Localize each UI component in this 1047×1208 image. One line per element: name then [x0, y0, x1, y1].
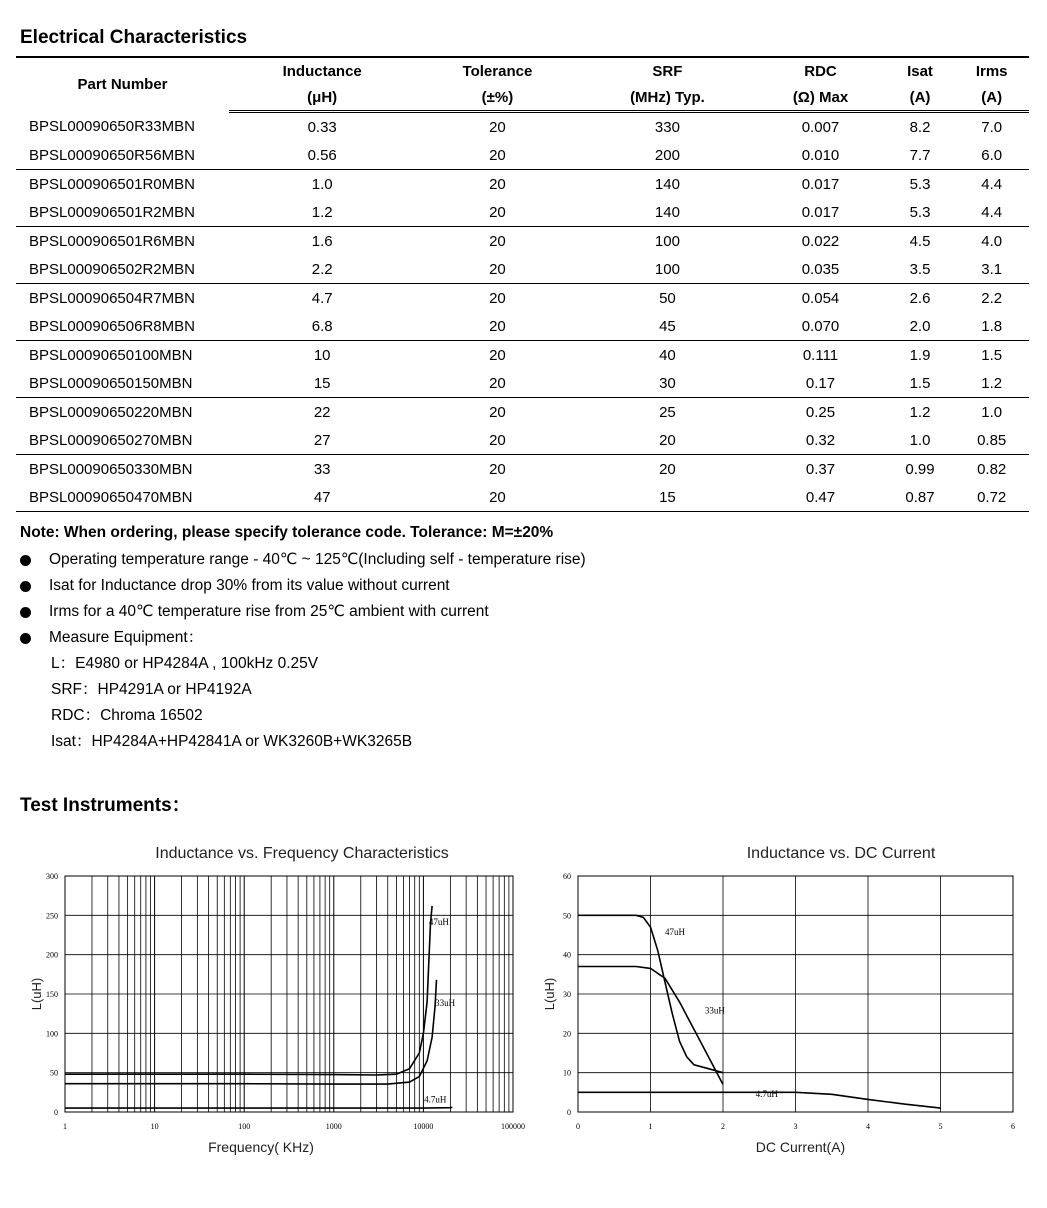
- cell-part-number: BPSL00090650220MBN: [29, 403, 193, 421]
- cell-srf: 20: [580, 426, 756, 455]
- section-title: Electrical Characteristics: [20, 27, 248, 48]
- x-axis-label: Frequency( KHz): [208, 1139, 314, 1155]
- cell-isat: 3.5: [886, 255, 955, 284]
- series-label: 4.7uH: [755, 1089, 778, 1100]
- cell-irms: 0.85: [954, 426, 1029, 455]
- cell-part-number: BPSL00090650270MBN: [16, 426, 229, 455]
- table-row: [16, 141, 1029, 170]
- cell-srf: 140: [654, 175, 680, 193]
- test-instruments-title: Test Instruments：: [20, 795, 191, 816]
- series-label: 47uH: [665, 927, 685, 937]
- equipment-item: Isat：HP4284A+HP42841A or WK3260B+WK3265B: [51, 733, 413, 750]
- cell-tolerance: 20: [415, 198, 579, 227]
- y-tick-label: 200: [46, 950, 58, 960]
- cell-srf: 25: [659, 403, 676, 421]
- cell-part-number: BPSL000906502R2MBN: [16, 255, 229, 284]
- table-row: [16, 426, 1029, 455]
- equipment-item: L：E4980 or HP4284A , 100kHz 0.25V: [51, 655, 319, 672]
- series-label: 47uH: [428, 916, 449, 927]
- y-tick-label: 50: [50, 1068, 58, 1078]
- cell-rdc: 0.035: [755, 255, 885, 284]
- cell-irms: 4.4: [981, 175, 1003, 193]
- inductance-vs-frequency-chart: [10, 838, 530, 1168]
- bullet-text: Isat for Inductance drop 30% from its value without current: [49, 577, 450, 594]
- cell-rdc: 0.054: [801, 289, 840, 307]
- cell-isat: 5.3: [886, 198, 955, 227]
- x-tick-label: 1000: [325, 1122, 342, 1131]
- cell-part-number: BPSL00090650R56MBN: [16, 141, 229, 170]
- bullet-item: [20, 599, 586, 625]
- table-row: [16, 255, 1029, 284]
- equipment-list: [51, 651, 412, 755]
- cell-srf: 330: [654, 118, 680, 136]
- cell-tolerance: 20: [415, 483, 579, 512]
- table-row: [16, 227, 1029, 256]
- col-unit-inductance: (μH): [229, 84, 415, 112]
- cell-srf: 200: [580, 141, 756, 170]
- cell-part-number: BPSL00090650470MBN: [16, 483, 229, 512]
- col-unit-isat: (A): [886, 84, 955, 112]
- cell-inductance: 10: [313, 346, 331, 364]
- y-tick-label: 100: [46, 1029, 58, 1039]
- cell-srf: 45: [580, 312, 756, 341]
- cell-srf: 100: [580, 255, 756, 284]
- cell-part-number: BPSL000906501R6MBN: [29, 232, 195, 250]
- cell-rdc: 0.17: [755, 369, 885, 398]
- col-header-part-number: Part Number: [16, 57, 229, 112]
- cell-inductance: 15: [229, 369, 415, 398]
- cell-inductance: 2.2: [229, 255, 415, 284]
- y-tick-label: 30: [563, 990, 571, 999]
- cell-tolerance: 20: [489, 289, 506, 307]
- x-tick-label: 10: [150, 1122, 159, 1131]
- col-header-isat: Isat: [886, 57, 955, 84]
- cell-tolerance: 20: [489, 460, 506, 478]
- table-row: [16, 284, 1029, 313]
- cell-inductance: 47: [229, 483, 415, 512]
- x-tick-label: 5: [938, 1122, 943, 1131]
- x-tick-label: 4: [866, 1122, 870, 1131]
- cell-tolerance: 20: [415, 141, 579, 170]
- table-row: [16, 198, 1029, 227]
- cell-isat: 4.5: [909, 232, 931, 250]
- series-line-47uH: [65, 906, 432, 1075]
- x-axis-label: DC Current(A): [755, 1139, 846, 1155]
- table-row: [16, 455, 1029, 484]
- x-tick-label: 0: [576, 1122, 580, 1131]
- cell-irms: 4.4: [954, 198, 1029, 227]
- y-axis-label: L(uH): [542, 977, 557, 1011]
- x-tick-label: 100: [238, 1122, 251, 1131]
- cell-isat: 1.0: [886, 426, 955, 455]
- cell-part-number: BPSL000906501R0MBN: [29, 175, 195, 193]
- cell-irms: 0.82: [977, 460, 1007, 478]
- table-row: [16, 483, 1029, 512]
- cell-irms: 2.2: [981, 289, 1003, 307]
- cell-isat: 2.0: [886, 312, 955, 341]
- cell-srf: 15: [580, 483, 756, 512]
- bullet-dot-icon: [20, 555, 31, 566]
- y-tick-label: 300: [46, 872, 58, 881]
- y-tick-label: 50: [563, 911, 571, 921]
- series-line-4-7uH: [65, 1107, 452, 1108]
- cell-irms: 1.0: [981, 403, 1003, 421]
- cell-rdc: 0.022: [801, 232, 840, 250]
- bullet-list: [20, 547, 586, 651]
- series-label: 4.7uH: [424, 1094, 447, 1105]
- y-axis-label: L(uH): [29, 977, 44, 1011]
- cell-isat: 0.99: [905, 460, 935, 478]
- col-unit-tolerance: (±%): [415, 84, 579, 112]
- col-header-rdc: RDC: [755, 57, 885, 84]
- table-row: [16, 398, 1029, 427]
- cell-rdc: 0.25: [805, 403, 836, 421]
- cell-tolerance: 20: [489, 118, 506, 136]
- bullet-dot-icon: [20, 581, 31, 592]
- cell-srf: 50: [659, 289, 676, 307]
- bullet-text: Operating temperature range - 40℃ ~ 125℃(Including self - temperature rise): [49, 551, 586, 568]
- cell-inductance: 6.8: [229, 312, 415, 341]
- cell-irms: 7.0: [981, 118, 1003, 136]
- bullet-dot-icon: [20, 607, 31, 618]
- cell-inductance: 1.0: [311, 175, 333, 193]
- cell-irms: 1.8: [954, 312, 1029, 341]
- x-tick-label: 1: [63, 1122, 67, 1131]
- series-label: 33uH: [435, 997, 456, 1008]
- y-tick-label: 150: [46, 990, 58, 999]
- cell-isat: 1.9: [909, 346, 931, 364]
- col-header-inductance: Inductance: [229, 57, 415, 84]
- cell-tolerance: 20: [415, 312, 579, 341]
- cell-rdc: 0.017: [755, 198, 885, 227]
- y-tick-label: 10: [563, 1068, 571, 1078]
- cell-irms: 3.1: [954, 255, 1029, 284]
- cell-inductance: 27: [229, 426, 415, 455]
- x-tick-label: 10000: [413, 1122, 434, 1131]
- cell-tolerance: 20: [489, 175, 506, 193]
- cell-rdc: 0.017: [801, 175, 840, 193]
- cell-tolerance: 20: [415, 426, 579, 455]
- cell-part-number: BPSL00090650R33MBN: [29, 117, 195, 135]
- cell-tolerance: 20: [415, 255, 579, 284]
- col-unit-srf: (MHz) Typ.: [580, 84, 756, 112]
- inductance-vs-dc-current-chart: [535, 838, 1035, 1168]
- ordering-note: Note: When ordering, please specify tolerance code. Tolerance: M=±20%: [20, 524, 554, 541]
- cell-isat: 8.2: [909, 118, 931, 136]
- cell-srf: 30: [580, 369, 756, 398]
- cell-srf: 40: [659, 346, 676, 364]
- y-tick-label: 250: [46, 911, 58, 921]
- y-tick-label: 60: [563, 872, 571, 881]
- cell-irms: 0.72: [954, 483, 1029, 512]
- chart-title: Inductance vs. Frequency Characteristics: [155, 845, 449, 862]
- y-tick-label: 0: [54, 1108, 58, 1117]
- cell-isat: 1.2: [909, 403, 931, 421]
- x-tick-label: 6: [1011, 1122, 1015, 1131]
- chart-title: Inductance vs. DC Current: [746, 845, 936, 862]
- cell-inductance: 1.6: [311, 232, 333, 250]
- table-row: [16, 369, 1029, 398]
- series-label: 33uH: [704, 1005, 725, 1016]
- series-line-33uH: [65, 980, 437, 1084]
- bullet-item: [20, 547, 586, 573]
- cell-tolerance: 20: [489, 346, 506, 364]
- cell-tolerance: 20: [489, 403, 506, 421]
- cell-part-number: BPSL00090650100MBN: [29, 346, 193, 364]
- y-tick-label: 40: [563, 950, 571, 960]
- cell-inductance: 22: [313, 403, 331, 421]
- col-unit-rdc: (Ω) Max: [755, 84, 885, 112]
- bullet-text: Measure Equipment：: [49, 629, 204, 646]
- cell-part-number: BPSL000906504R7MBN: [29, 289, 195, 307]
- x-tick-label: 1: [648, 1122, 653, 1131]
- cell-isat: 1.5: [886, 369, 955, 398]
- cell-irms: 1.5: [981, 346, 1003, 364]
- bullet-dot-icon: [20, 633, 31, 644]
- cell-irms: 1.2: [954, 369, 1029, 398]
- cell-isat: 7.7: [886, 141, 955, 170]
- cell-rdc: 0.37: [805, 460, 836, 478]
- equipment-item: SRF：HP4291A or HP4192A: [51, 681, 252, 698]
- table-body: [16, 112, 1029, 512]
- table-row: [16, 312, 1029, 341]
- cell-inductance: 1.2: [229, 198, 415, 227]
- cell-isat: 5.3: [909, 175, 931, 193]
- x-tick-label: 100000: [501, 1122, 525, 1131]
- cell-inductance: 33: [313, 460, 331, 478]
- col-header-irms: Irms: [954, 57, 1029, 84]
- cell-tolerance: 20: [415, 369, 579, 398]
- cell-inductance: 0.56: [229, 141, 415, 170]
- cell-rdc: 0.007: [801, 118, 840, 136]
- cell-part-number: BPSL000906501R2MBN: [16, 198, 229, 227]
- col-header-srf: SRF: [580, 57, 756, 84]
- cell-rdc: 0.010: [755, 141, 885, 170]
- cell-part-number: BPSL00090650330MBN: [29, 460, 193, 478]
- y-tick-label: 0: [567, 1108, 571, 1117]
- cell-srf: 100: [654, 232, 680, 250]
- cell-rdc: 0.070: [755, 312, 885, 341]
- bullet-text: Irms for a 40℃ temperature rise from 25℃ ambient with current: [49, 603, 489, 620]
- cell-irms: 4.0: [981, 232, 1003, 250]
- cell-rdc: 0.47: [755, 483, 885, 512]
- cell-irms: 6.0: [954, 141, 1029, 170]
- bullet-item: [20, 625, 586, 651]
- cell-part-number: BPSL000906506R8MBN: [16, 312, 229, 341]
- cell-rdc: 0.32: [755, 426, 885, 455]
- cell-inductance: 0.33: [307, 118, 337, 136]
- table-row: [16, 170, 1029, 199]
- col-unit-irms: (A): [954, 84, 1029, 112]
- cell-isat: 0.87: [886, 483, 955, 512]
- x-tick-label: 2: [721, 1122, 725, 1131]
- col-header-tolerance: Tolerance: [415, 57, 579, 84]
- cell-rdc: 0.111: [802, 346, 839, 364]
- y-tick-label: 20: [563, 1029, 571, 1039]
- cell-tolerance: 20: [489, 232, 506, 250]
- cell-inductance: 4.7: [311, 289, 333, 307]
- cell-part-number: BPSL00090650150MBN: [16, 369, 229, 398]
- cell-srf: 20: [659, 460, 676, 478]
- equipment-item: RDC：Chroma 16502: [51, 707, 203, 724]
- cell-isat: 2.6: [909, 289, 931, 307]
- table-row: [16, 112, 1029, 142]
- bullet-item: [20, 573, 586, 599]
- x-tick-label: 3: [793, 1122, 798, 1131]
- electrical-characteristics-table: [16, 56, 1029, 512]
- cell-srf: 140: [580, 198, 756, 227]
- table-row: [16, 341, 1029, 370]
